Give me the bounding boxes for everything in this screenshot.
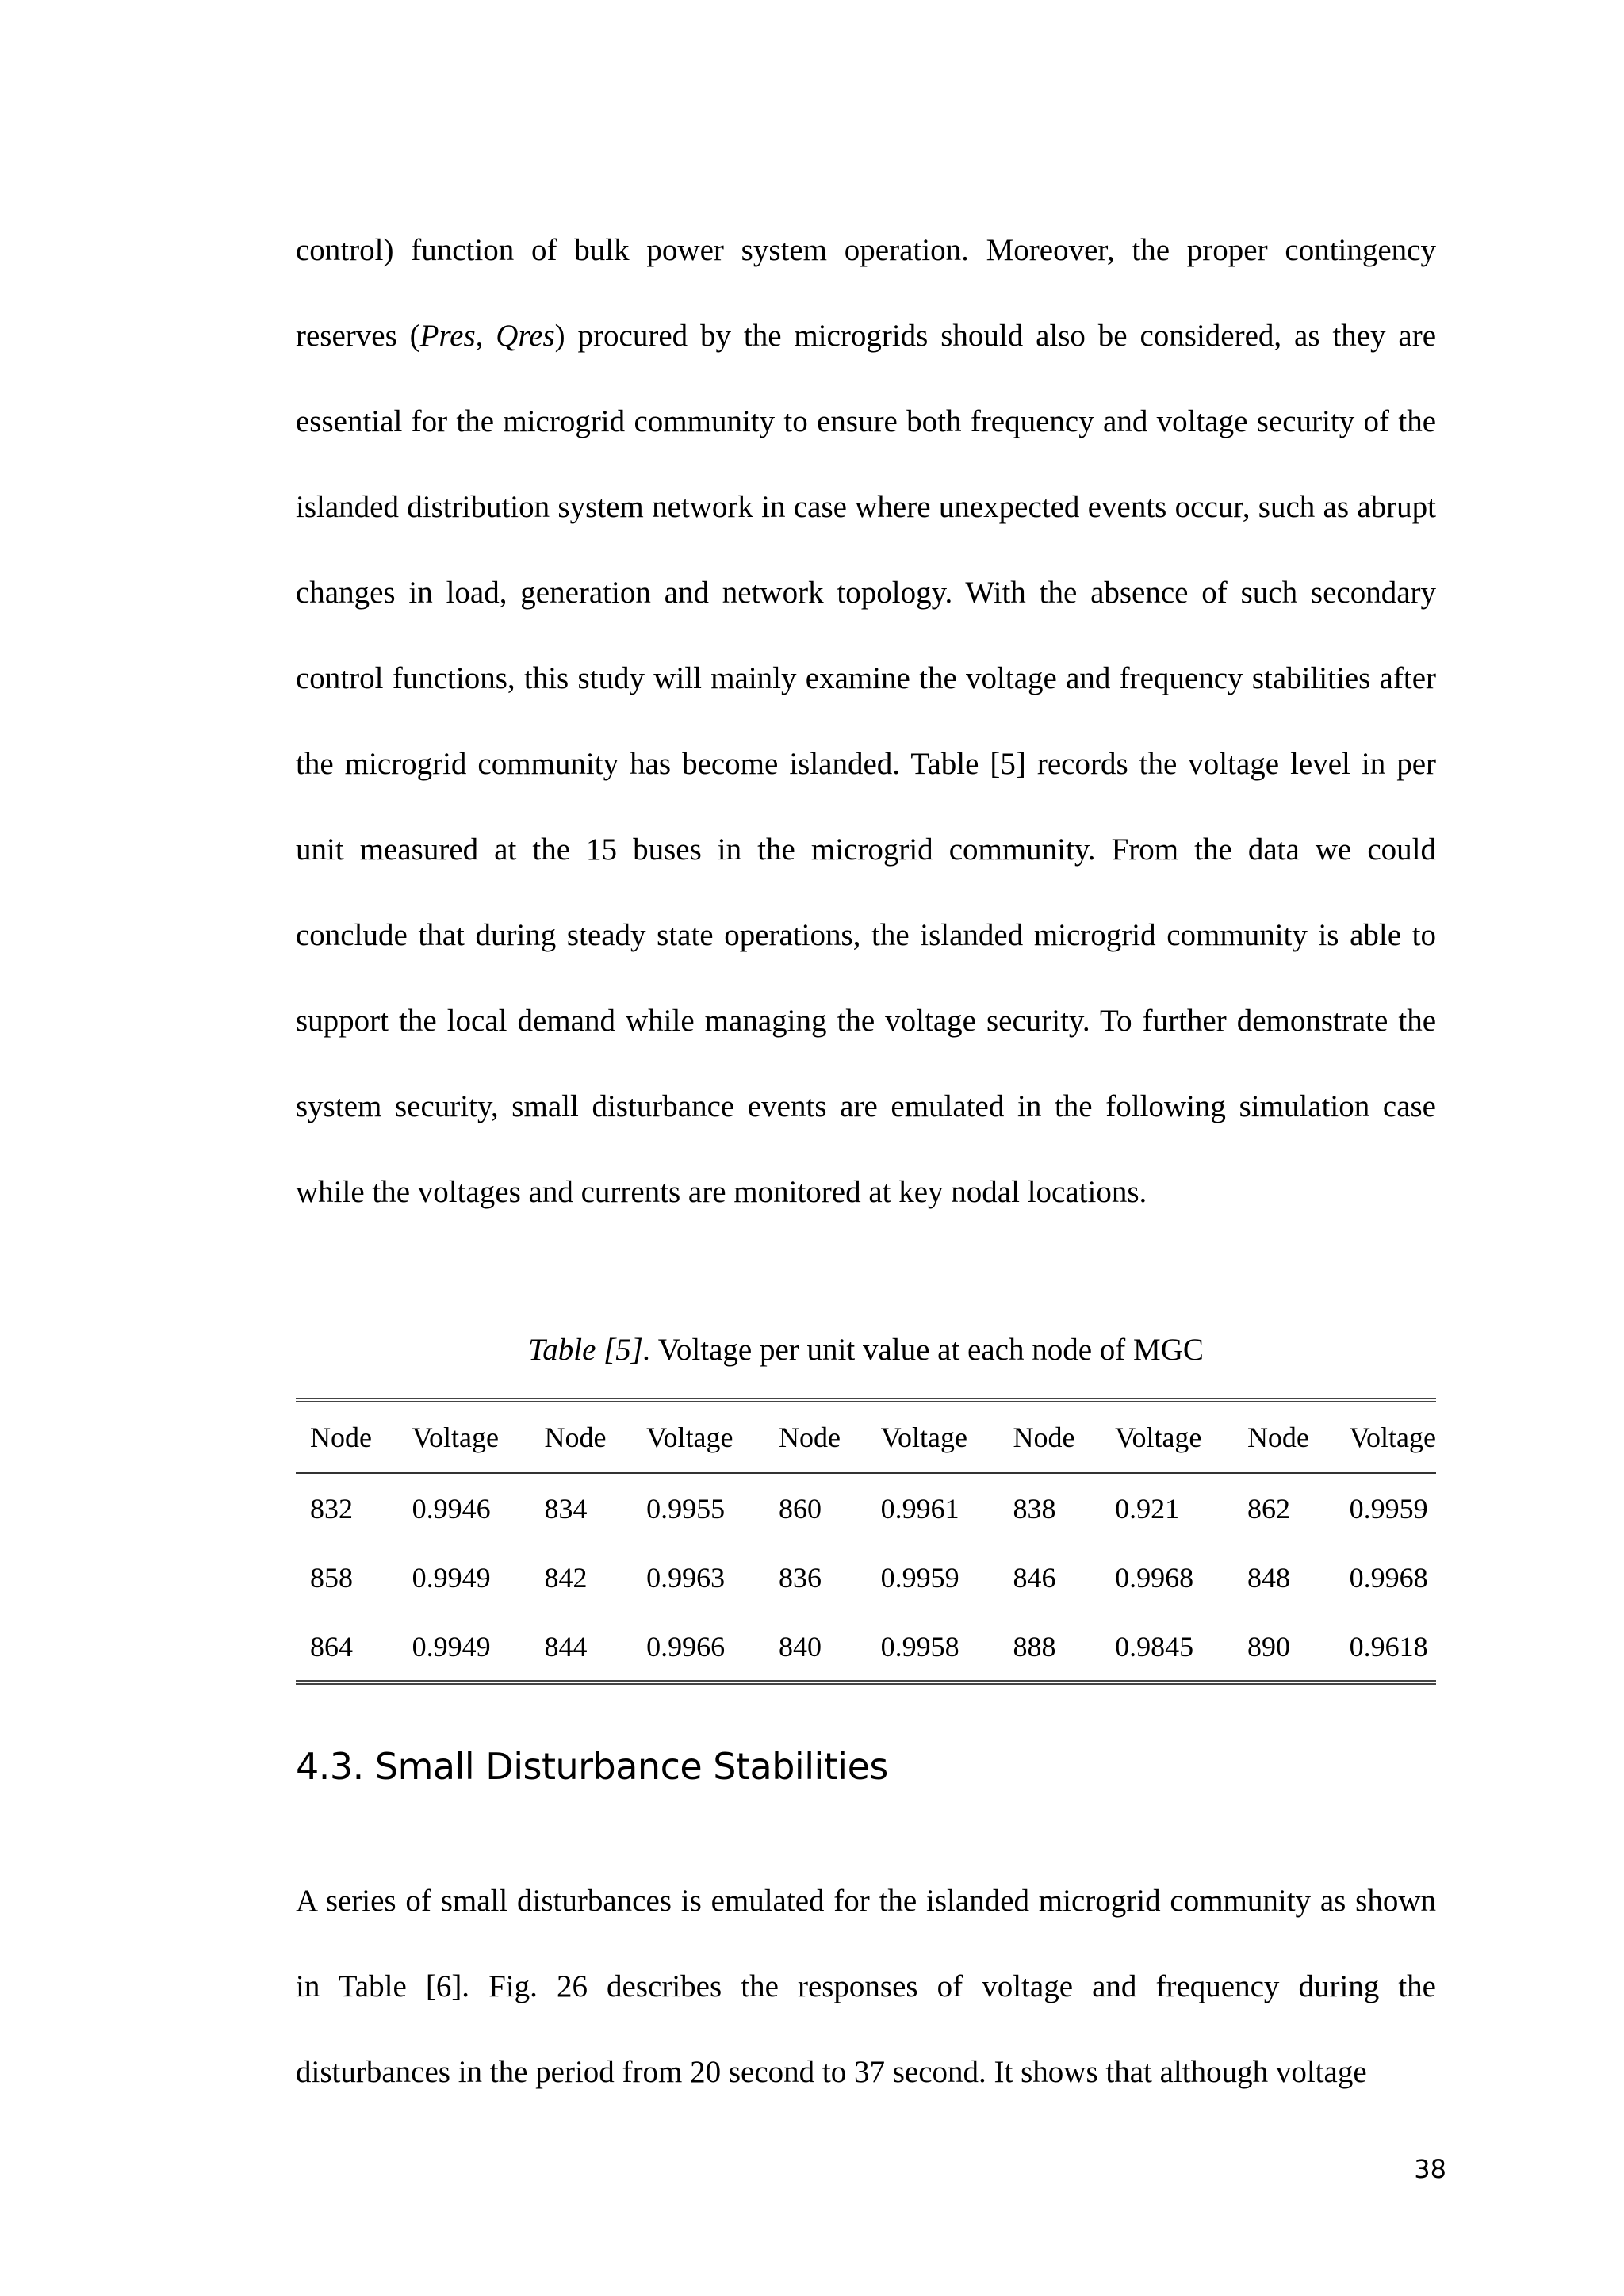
table-cell: 832 xyxy=(310,1492,353,1525)
table-cell: 0.9959 xyxy=(1349,1492,1428,1525)
table-cell: 838 xyxy=(1013,1492,1056,1525)
table-cell: 0.9968 xyxy=(1115,1562,1194,1594)
table-cell: 0.9963 xyxy=(646,1562,726,1594)
table-cell: 848 xyxy=(1247,1562,1290,1594)
table-cell: 836 xyxy=(778,1562,822,1594)
header-cell: Node xyxy=(998,1400,1101,1473)
table-cell: 840 xyxy=(764,1613,867,1682)
header-cell: Voltage xyxy=(398,1400,530,1473)
table-cell: 842 xyxy=(544,1562,588,1594)
header-cell: Voltage xyxy=(867,1400,999,1473)
table-caption-text: Voltage per unit value at each node of MGC xyxy=(650,1333,1204,1367)
table-cell: 0.9955 xyxy=(646,1492,726,1525)
body-paragraph xyxy=(296,208,1436,1235)
table-cell: 0.9958 xyxy=(867,1613,999,1682)
table-caption-label: Table [5]. xyxy=(528,1333,651,1367)
table-cell: 0.9968 xyxy=(1349,1562,1428,1594)
table-cell: 0.9959 xyxy=(880,1562,959,1594)
table-cell: 0.9966 xyxy=(632,1613,764,1682)
header-cell: Node xyxy=(530,1400,632,1473)
table-row xyxy=(296,1613,1436,1682)
table-row xyxy=(296,1473,1436,1543)
section-heading: 4.3. Small Disturbance Stabilities xyxy=(296,1745,888,1788)
table-cell: 890 xyxy=(1233,1613,1335,1682)
table-cell: 844 xyxy=(530,1613,632,1682)
table-cell: 860 xyxy=(778,1492,822,1525)
body-paragraph-2: A series of small disturbances is emulated for the islanded microgrid community as shown in Table [6]. Fig. 26 describes the responses of voltage and frequency during the disturbances in the period from 20 second to 37 second. It shows that although voltage xyxy=(296,1884,1436,2089)
table-cell: 864 xyxy=(296,1613,398,1682)
table-cell: 0.9946 xyxy=(412,1492,491,1525)
page-number: 38 xyxy=(1414,2154,1446,2184)
reserves-emphasis: Pres, Qres xyxy=(419,319,555,353)
table-cell: 0.9949 xyxy=(398,1613,530,1682)
header-cell: Voltage xyxy=(1335,1400,1436,1473)
paragraph-text-start: control) function of bulk power system operation. Moreover, the proper contingency reserves ( xyxy=(296,233,1436,353)
table-cell: 834 xyxy=(544,1492,588,1525)
header-cell: Voltage xyxy=(1101,1400,1233,1473)
paragraph-text-end: ) procured by the microgrids should also be considered, as they are essential for the microgrid community to ensure both frequency and voltage security of the islanded distribution system network in case where unexpected events occur, such as abrupt changes in load, generation and network topology. With the absence of such secondary control functions, this study will mainly examine the voltage and frequency stabilities after the microgrid community has become islanded. Table [5] records the voltage level in per unit measured at the 15 buses in the microgrid community. From the data we could conclude that during steady state operations, the islanded microgrid community is able to support the local demand while managing the voltage security. To further demonstrate the system security, small disturbance events are emulated in the following simulation case while the voltages and currents are monitored at key nodal locations. xyxy=(296,319,1437,1209)
table-cell: 858 xyxy=(310,1562,353,1594)
table-cell: 862 xyxy=(1247,1492,1290,1525)
table-cell: 0.9618 xyxy=(1335,1613,1436,1682)
table-header-row xyxy=(296,1400,1436,1473)
table-caption xyxy=(296,1322,1436,1378)
table-cell: 0.9845 xyxy=(1101,1613,1233,1682)
table-cell: 0.9961 xyxy=(880,1492,959,1525)
header-cell: Node xyxy=(296,1400,398,1473)
voltage-table xyxy=(296,1398,1436,1685)
table-cell: 0.921 xyxy=(1115,1492,1180,1525)
table-cell: 846 xyxy=(1013,1562,1056,1594)
table-row xyxy=(296,1543,1436,1613)
header-cell: Node xyxy=(764,1400,867,1473)
header-cell: Voltage xyxy=(632,1400,764,1473)
table-cell: 0.9949 xyxy=(412,1562,491,1594)
table-cell: 888 xyxy=(998,1613,1101,1682)
header-cell: Node xyxy=(1233,1400,1335,1473)
